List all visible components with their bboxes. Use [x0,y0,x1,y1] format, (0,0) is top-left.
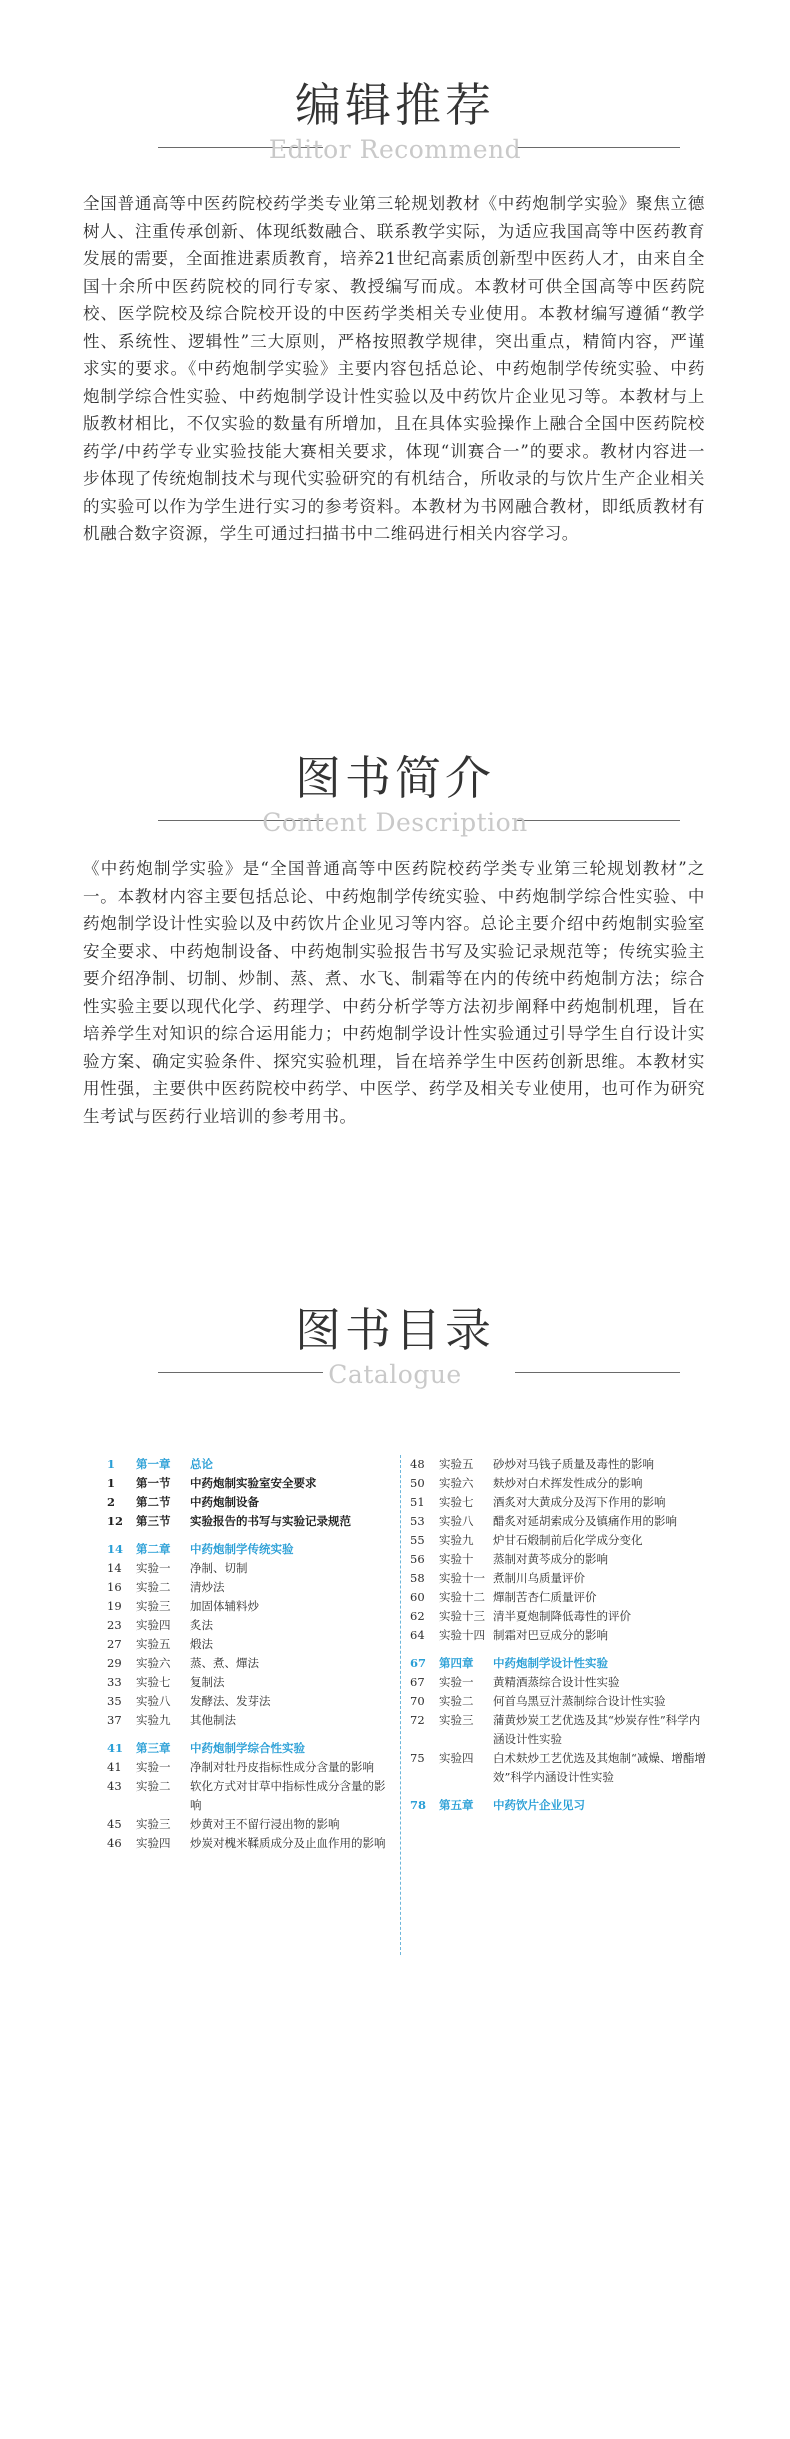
toc-label: 实验六 [439,1476,474,1490]
toc-title: 何首乌黑豆汁蒸制综合设计性实验 [493,1694,666,1708]
toc-title: 燀制苦杏仁质量评价 [493,1590,597,1604]
toc-chapter [107,1455,394,1474]
toc-title: 其他制法 [190,1713,236,1727]
toc-label: 第一节 [136,1476,171,1490]
toc-item [410,1550,710,1569]
toc-section [107,1512,394,1531]
toc-label: 实验三 [439,1713,474,1727]
toc-page-number: 1 [107,1457,116,1471]
description-subtitle: Content Description [262,808,528,837]
toc-title: 清炒法 [190,1580,225,1594]
toc-label: 实验二 [439,1694,474,1708]
toc-page-number: 55 [410,1533,425,1547]
toc-page-number: 62 [410,1609,425,1623]
toc-title: 中药炮制学设计性实验 [493,1656,608,1670]
recommend-header [0,75,790,195]
toc-label: 实验四 [136,1618,171,1632]
toc-item [107,1673,394,1692]
toc-title: 清半夏炮制降低毒性的评价 [493,1609,631,1623]
toc-item [410,1626,710,1645]
toc-label: 第三节 [136,1514,171,1528]
toc-title: 中药炮制设备 [190,1495,259,1509]
toc-title: 实验报告的书写与实验记录规范 [190,1514,351,1528]
toc-title: 蒸制对黄芩成分的影响 [493,1552,608,1566]
toc-column-right [410,1455,710,1815]
toc-title: 总论 [190,1457,213,1471]
toc-page-number: 12 [107,1514,124,1528]
toc-title: 净制对牡丹皮指标性成分含量的影响 [190,1760,374,1774]
toc-chapter [107,1540,394,1559]
toc-title: 净制、切制 [190,1561,248,1575]
toc-label: 实验一 [136,1561,171,1575]
table-of-contents [0,1455,790,2015]
toc-label: 第二节 [136,1495,171,1509]
catalogue-header [0,1300,790,1420]
toc-label: 实验九 [136,1713,171,1727]
toc-page-number: 45 [107,1817,122,1831]
toc-title: 白术麸炒工艺优选及其炮制“减燥、增酯增效”科学内涵设计性实验 [493,1751,706,1784]
toc-page-number: 29 [107,1656,122,1670]
toc-section [107,1474,394,1493]
toc-title: 黄精酒蒸综合设计性实验 [493,1675,620,1689]
toc-item [107,1635,394,1654]
toc-page-number: 2 [107,1495,116,1509]
description-header [0,748,790,868]
toc-page-number: 41 [107,1741,124,1755]
toc-label: 第四章 [439,1656,474,1670]
toc-column-left [107,1455,394,1853]
toc-label: 实验三 [136,1599,171,1613]
toc-title: 酒炙对大黄成分及泻下作用的影响 [493,1495,666,1509]
toc-page-number: 14 [107,1561,122,1575]
toc-label: 实验五 [439,1457,474,1471]
toc-item [107,1777,394,1815]
toc-page-number: 53 [410,1514,425,1528]
recommend-title: 编辑推荐 [295,78,495,132]
toc-page-number: 23 [107,1618,122,1632]
recommend-body: 全国普通高等中医药院校药学类专业第三轮规划教材《中药炮制学实验》聚焦立德树人、注重传承创新、体现纸数融合、联系教学实际，为适应我国高等中医药教育发展的需要，全面推进素质教育，培养21世纪高素质创新型中医药人才，由来自全国十余所中医药院校的同行专家、教授编写而成。本教材可供全国高等中医药院校、医学院校及综合院校开设的中医药学类相关专业使用。本教材编写遵循“教学性、系统性、逻辑性”三大原则，严格按照教学规律，突出重点，精简内容，严谨求实的要求。《中药炮制学实验》主要内容包括总论、中药炮制学传统实验、中药炮制学综合性实验、中药炮制学设计性实验以及中药饮片企业见习等。本教材与上版教材相比，不仅实验的数量有所增加，且在具体实验操作上融合全国中医药院校药学/中药学专业实验技能大赛相关要求，体现“训赛合一”的要求。教材内容进一步体现了传统炮制技术与现代实验研究的有机结合，所收录的与饮片生产企业相关的实验可以作为学生进行实习的参考资料。本教材为书网融合教材，即纸质教材有机融合数字资源，学生可通过扫描书中二维码进行相关内容学习。 [83,194,705,543]
toc-item [107,1654,394,1673]
toc-page-number: 46 [107,1836,122,1850]
toc-label: 实验十四 [439,1628,485,1642]
toc-page-number: 14 [107,1542,124,1556]
toc-page-number: 56 [410,1552,425,1566]
toc-title: 麸炒对白术挥发性成分的影响 [493,1476,643,1490]
toc-title: 蒲黄炒炭工艺优选及其“炒炭存性”科学内涵设计性实验 [493,1713,701,1746]
toc-label: 实验二 [136,1779,171,1793]
toc-page-number: 35 [107,1694,122,1708]
description-title: 图书简介 [295,751,495,805]
toc-label: 实验七 [136,1675,171,1689]
toc-label: 实验四 [439,1751,474,1765]
toc-item [107,1616,394,1635]
toc-title: 中药炮制学传统实验 [190,1542,294,1556]
toc-chapter [410,1796,710,1815]
toc-page-number: 67 [410,1656,427,1670]
toc-page-number: 48 [410,1457,425,1471]
toc-label: 实验一 [439,1675,474,1689]
toc-item [410,1455,710,1474]
toc-title: 砂炒对马钱子质量及毒性的影响 [493,1457,654,1471]
toc-item [410,1531,710,1550]
toc-divider [400,1455,401,1955]
toc-item [107,1578,394,1597]
toc-item [107,1559,394,1578]
toc-chapter [410,1654,710,1673]
toc-label: 实验五 [136,1637,171,1651]
toc-item [410,1512,710,1531]
toc-label: 实验十 [439,1552,474,1566]
catalogue-subtitle: Catalogue [328,1360,462,1389]
toc-section [107,1493,394,1512]
toc-label: 第五章 [439,1798,474,1812]
toc-label: 实验一 [136,1760,171,1774]
toc-item [410,1474,710,1493]
toc-page-number: 33 [107,1675,122,1689]
toc-chapter [107,1739,394,1758]
toc-page-number: 43 [107,1779,122,1793]
toc-page-number: 64 [410,1628,425,1642]
toc-page-number: 75 [410,1751,425,1765]
toc-item [107,1711,394,1730]
description-body: 《中药炮制学实验》是“全国普通高等中医药院校药学类专业第三轮规划教材”之一。本教材内容主要包括总论、中药炮制学传统实验、中药炮制学综合性实验、中药炮制学设计性实验以及中药饮片企业见习等内容。总论主要介绍中药炮制实验室安全要求、中药炮制设备、中药炮制实验报告书写及实验记录规范等；传统实验主要介绍净制、切制、炒制、蒸、煮、水飞、制霜等在内的传统中药炮制方法；综合性实验主要以现代化学、药理学、中药分析学等方法初步阐释中药炮制机理，旨在培养学生对知识的综合运用能力；中药炮制学设计性实验通过引导学生自行设计实验方案、确定实验条件、探究实验机理，旨在培养学生中医药创新思维。本教材实用性强，主要供中医药院校中药学、中医学、药学及相关专业使用，也可作为研究生考试与医药行业培训的参考用书。 [83,859,705,1126]
toc-label: 实验八 [439,1514,474,1528]
toc-label: 实验十三 [439,1609,485,1623]
toc-label: 实验六 [136,1656,171,1670]
toc-page-number: 78 [410,1798,427,1812]
toc-label: 实验二 [136,1580,171,1594]
toc-item [410,1607,710,1626]
toc-title: 煅法 [190,1637,213,1651]
recommend-subtitle: Editor Recommend [268,135,522,164]
toc-item [107,1692,394,1711]
toc-title: 炉甘石煅制前后化学成分变化 [493,1533,643,1547]
toc-page-number: 16 [107,1580,122,1594]
toc-item [410,1588,710,1607]
toc-title: 醋炙对延胡索成分及镇痛作用的影响 [493,1514,677,1528]
toc-item [107,1815,394,1834]
toc-label: 第二章 [136,1542,171,1556]
toc-item [410,1673,710,1692]
toc-title: 制霜对巴豆成分的影响 [493,1628,608,1642]
toc-item [410,1692,710,1711]
toc-page-number: 19 [107,1599,122,1613]
toc-label: 实验七 [439,1495,474,1509]
toc-page-number: 27 [107,1637,122,1651]
toc-page-number: 58 [410,1571,425,1585]
toc-item [410,1711,710,1749]
toc-page-number: 67 [410,1675,425,1689]
toc-page-number: 50 [410,1476,425,1490]
toc-label: 实验十二 [439,1590,485,1604]
toc-title: 中药炮制实验室安全要求 [190,1476,317,1490]
toc-title: 炒炭对槐米鞣质成分及止血作用的影响 [190,1836,386,1850]
toc-page-number: 70 [410,1694,425,1708]
toc-title: 加固体辅料炒 [190,1599,259,1613]
toc-title: 中药饮片企业见习 [493,1798,585,1812]
toc-page-number: 72 [410,1713,425,1727]
toc-title: 蒸、煮、燀法 [190,1656,259,1670]
toc-title: 炙法 [190,1618,213,1632]
catalogue-title: 图书目录 [295,1303,495,1357]
toc-page-number: 41 [107,1760,122,1774]
toc-title: 发酵法、发芽法 [190,1694,271,1708]
toc-label: 实验三 [136,1817,171,1831]
toc-title: 炒黄对王不留行浸出物的影响 [190,1817,340,1831]
toc-page-number: 51 [410,1495,425,1509]
toc-title: 煮制川乌质量评价 [493,1571,585,1585]
toc-title: 复制法 [190,1675,225,1689]
toc-item [107,1597,394,1616]
toc-page-number: 1 [107,1476,116,1490]
toc-page-number: 60 [410,1590,425,1604]
toc-label: 第一章 [136,1457,171,1471]
toc-label: 第三章 [136,1741,171,1755]
toc-label: 实验九 [439,1533,474,1547]
toc-label: 实验十一 [439,1571,485,1585]
toc-label: 实验八 [136,1694,171,1708]
toc-item [410,1569,710,1588]
toc-item [107,1758,394,1777]
toc-title: 软化方式对甘草中指标性成分含量的影响 [190,1779,386,1812]
toc-label: 实验四 [136,1836,171,1850]
toc-item [410,1749,710,1787]
toc-page-number: 37 [107,1713,122,1727]
toc-title: 中药炮制学综合性实验 [190,1741,305,1755]
toc-item [107,1834,394,1853]
toc-item [410,1493,710,1512]
